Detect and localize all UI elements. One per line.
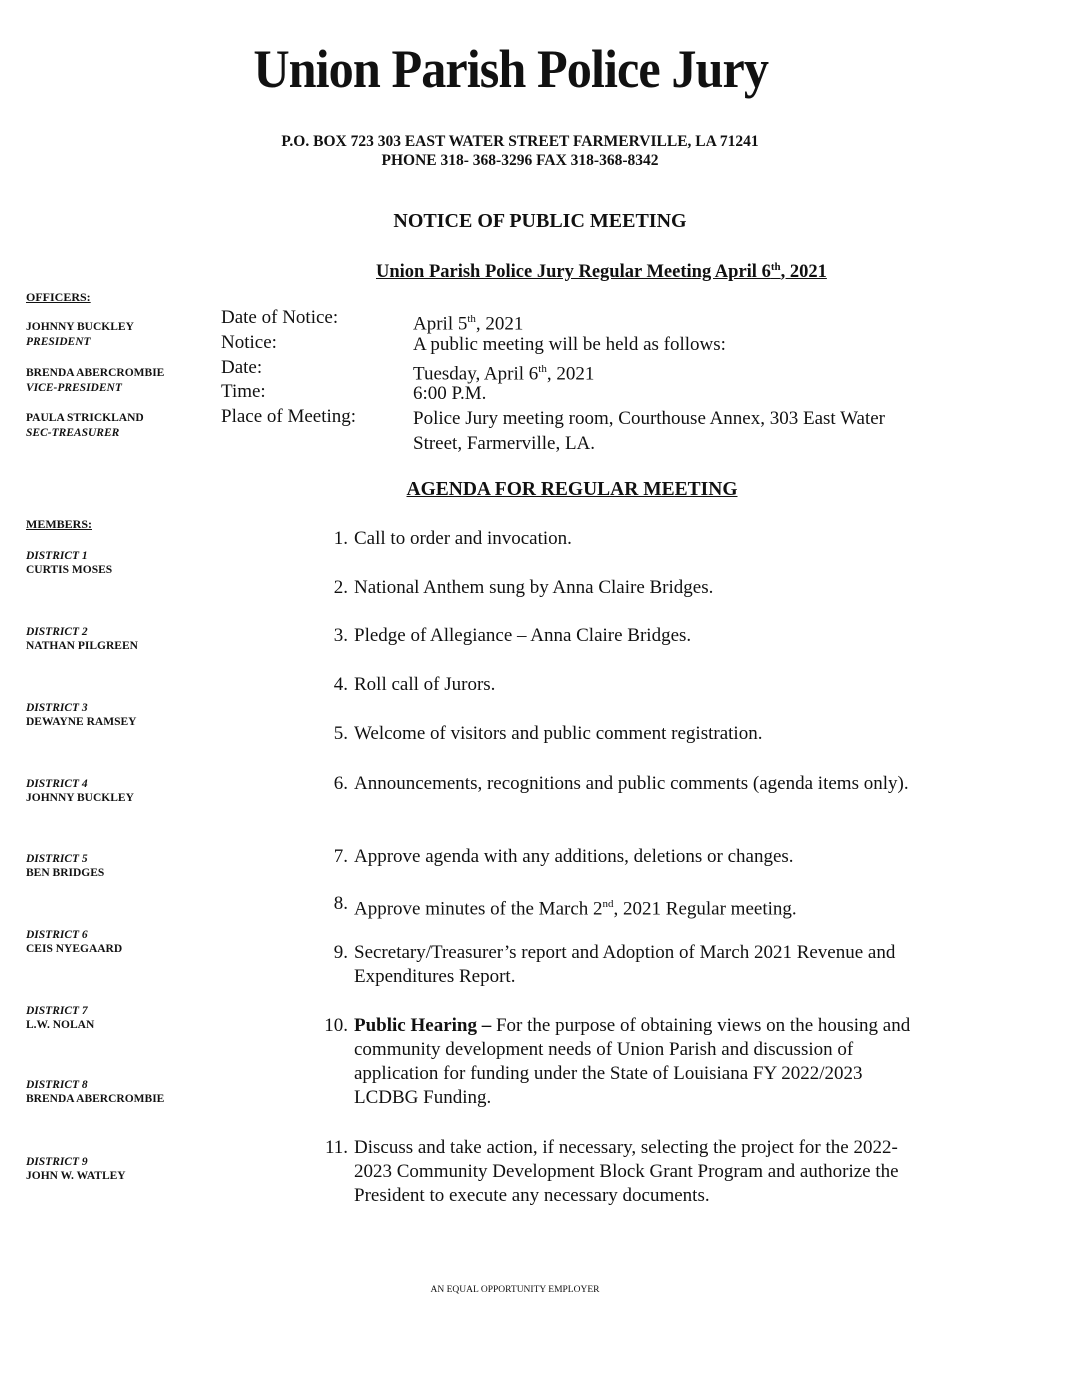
member-name: DEWAYNE RAMSEY <box>26 716 137 728</box>
notice-value: A public meeting will be held as follows: <box>413 334 726 355</box>
date-label: Date: <box>221 357 263 378</box>
member-district-1 <box>26 549 112 577</box>
footer-equal-opportunity: AN EQUAL OPPORTUNITY EMPLOYER <box>430 1285 600 1295</box>
member-district-5 <box>26 852 104 880</box>
agenda-item-3: 3. Pledge of Allegiance – Anna Claire Bridges. <box>333 625 692 646</box>
district-label: DISTRICT 4 <box>26 778 88 790</box>
agenda-item-10: 10. Public Hearing – For the purpose of obtaining views on the housing and community development needs of Union Parish and discussion of application for funding under the State of Louisiana FY 2022/2023 LCDBG Funding. <box>324 1015 911 1108</box>
agenda-item-5: 5. Welcome of visitors and public comment registration. <box>333 723 763 744</box>
district-label: DISTRICT 1 <box>26 550 88 562</box>
member-name: NATHAN PILGREEN <box>26 640 138 652</box>
officer-name: BRENDA ABERCROMBIE <box>26 367 165 379</box>
agenda-item-4: 4. Roll call of Jurors. <box>333 674 496 695</box>
member-district-3 <box>26 701 136 729</box>
member-district-9 <box>26 1155 126 1183</box>
member-district-6 <box>26 928 122 956</box>
member-district-7 <box>26 1004 94 1032</box>
officers-heading: OFFICERS: <box>26 290 91 304</box>
member-district-4 <box>26 777 134 805</box>
officer-name: PAULA STRICKLAND <box>26 412 144 424</box>
date-value: Tuesday, April 6th, 2021 <box>413 363 595 385</box>
member-name: JOHN W. WATLEY <box>26 1170 126 1182</box>
officer-role: VICE-PRESIDENT <box>26 382 122 394</box>
address-line: P.O. BOX 723 303 EAST WATER STREET FARMERVILLE, LA 71241 <box>281 133 759 150</box>
time-label: Time: <box>221 381 266 402</box>
agenda-item-1: 1. Call to order and invocation. <box>333 528 572 549</box>
district-label: DISTRICT 2 <box>26 626 88 638</box>
place-value: Police Jury meeting room, Courthouse Annex, 303 East Water Street, Farmerville, LA. <box>413 408 885 454</box>
time-value: 6:00 P.M. <box>413 383 487 404</box>
member-district-2 <box>26 625 138 653</box>
organization-title: Union Parish Police Jury <box>253 39 769 99</box>
agenda-item-11: 11. Discuss and take action, if necessary, selecting the project for the 2022-2023 Community Development Block Grant Program and authorize the President to execute any necessary documents. <box>324 1137 899 1206</box>
place-label: Place of Meeting: <box>221 406 357 427</box>
member-district-8 <box>26 1078 164 1106</box>
member-name: CEIS NYEGAARD <box>26 943 123 955</box>
district-label: DISTRICT 9 <box>26 1156 88 1168</box>
agenda-item-6: 6. Announcements, recognitions and public comments (agenda items only). <box>333 773 909 794</box>
agenda-heading: AGENDA FOR REGULAR MEETING <box>406 479 738 500</box>
member-name: BEN BRIDGES <box>26 867 105 879</box>
member-name: BRENDA ABERCROMBIE <box>26 1093 165 1105</box>
district-label: DISTRICT 7 <box>26 1005 88 1017</box>
district-label: DISTRICT 5 <box>26 853 88 865</box>
district-label: DISTRICT 6 <box>26 929 88 941</box>
officer-vice-president <box>26 366 164 396</box>
agenda-item-9: 9. Secretary/Treasurer’s report and Adoption of March 2021 Revenue and Expenditures Report. <box>333 942 896 987</box>
officer-name: JOHNNY BUCKLEY <box>26 321 134 333</box>
agenda-item-7: 7. Approve agenda with any additions, deletions or changes. <box>333 846 794 867</box>
district-label: DISTRICT 3 <box>26 702 88 714</box>
meeting-title: Union Parish Police Jury Regular Meeting April 6th, 2021 <box>376 261 827 283</box>
notice-label: Notice: <box>221 332 277 353</box>
officer-sec-treasurer <box>26 411 144 441</box>
agenda-item-2: 2. National Anthem sung by Anna Claire Bridges. <box>333 577 714 598</box>
officer-role: SEC-TREASURER <box>26 427 120 439</box>
date-of-notice-label: Date of Notice: <box>221 307 339 328</box>
agenda-item-8: 8. Approve minutes of the March 2nd, 2021 Regular meeting. <box>333 893 797 920</box>
member-name: CURTIS MOSES <box>26 564 113 576</box>
member-name: L.W. NOLAN <box>26 1019 95 1031</box>
district-label: DISTRICT 8 <box>26 1079 88 1091</box>
notice-heading: NOTICE OF PUBLIC MEETING <box>393 210 687 232</box>
officer-role: PRESIDENT <box>26 336 91 348</box>
date-of-notice-value: April 5th, 2021 <box>413 313 524 335</box>
member-name: JOHNNY BUCKLEY <box>26 792 134 804</box>
officer-president <box>26 320 134 350</box>
phone-fax-line: PHONE 318- 368-3296 FAX 318-368-8342 <box>381 152 659 169</box>
members-heading: MEMBERS: <box>26 517 92 531</box>
